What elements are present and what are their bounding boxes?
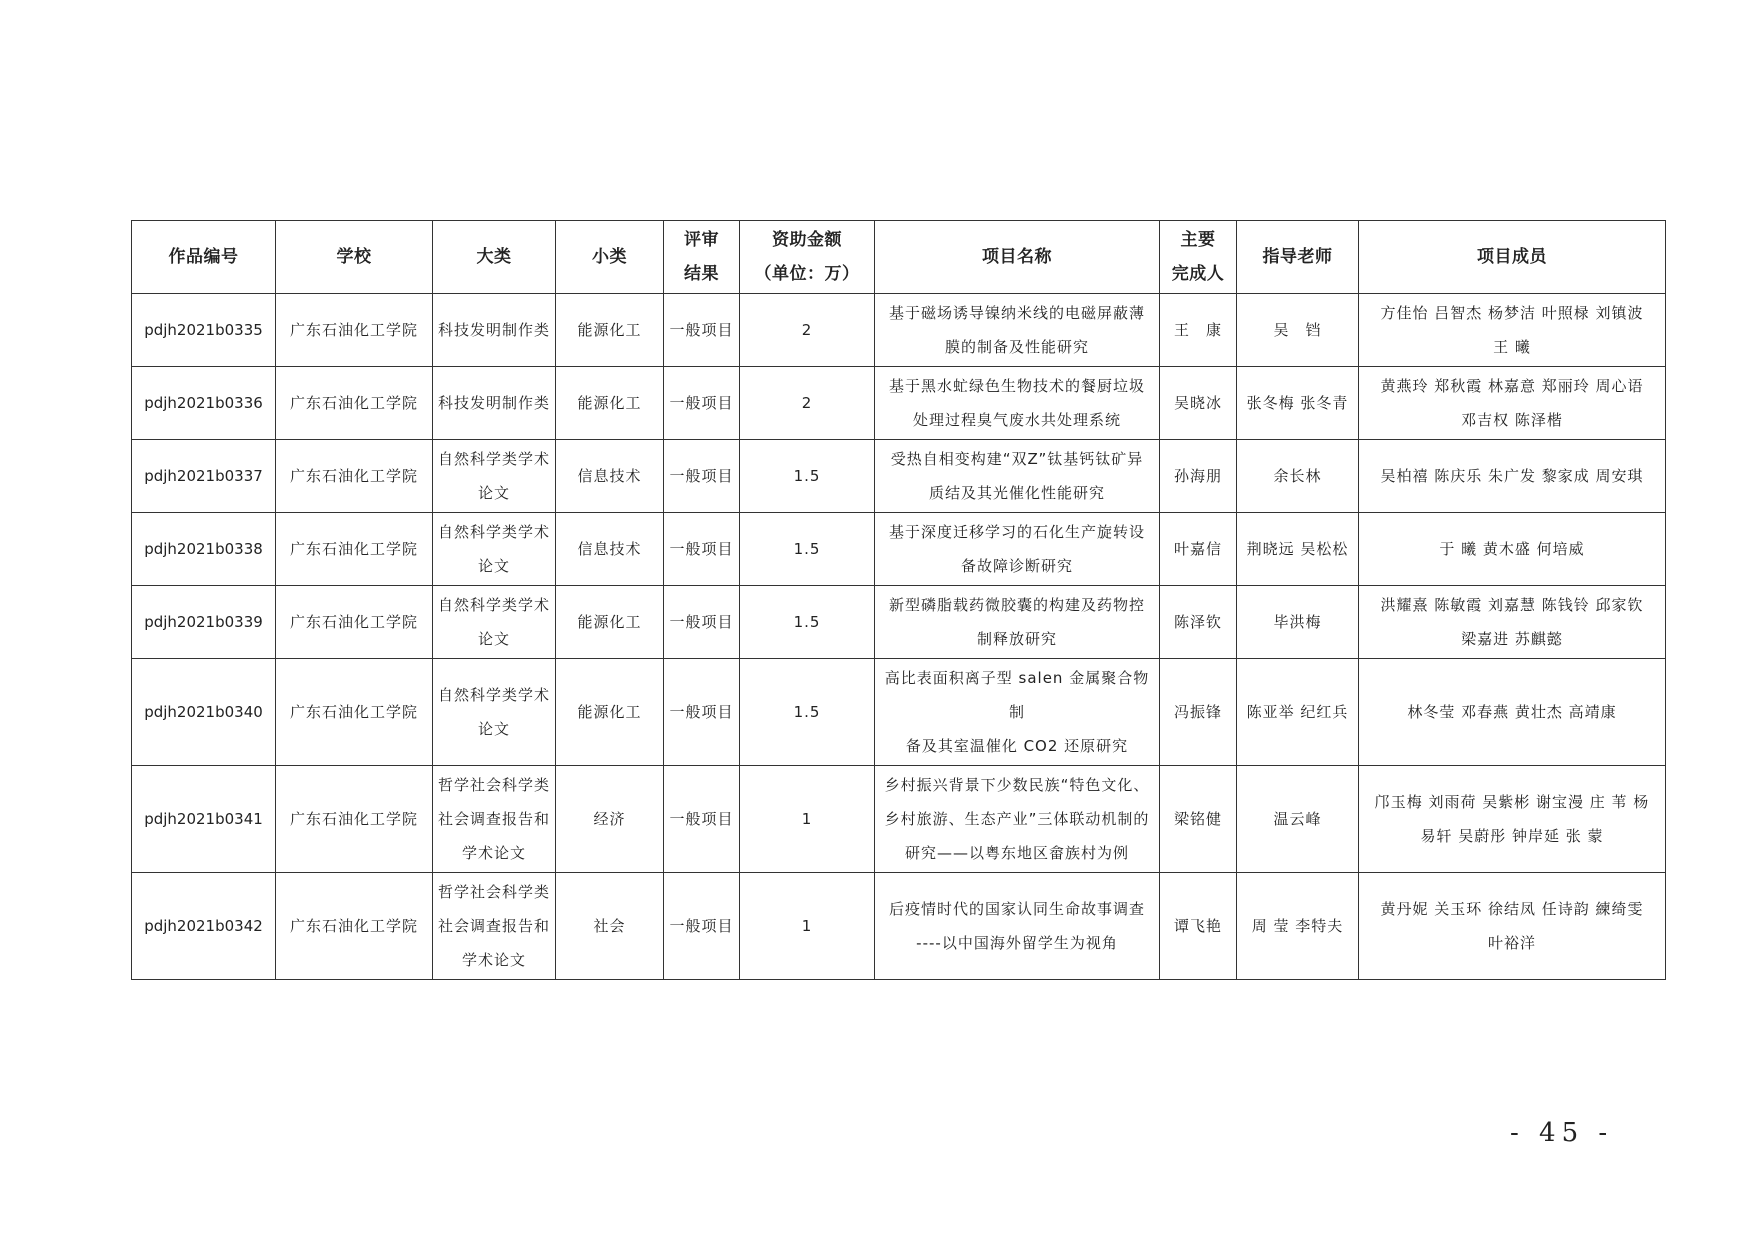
header-lead: [1160, 221, 1237, 294]
cell-code: pdjh2021b0336: [132, 367, 276, 440]
table-row: [132, 367, 1666, 440]
text-line: 林冬莹 邓春燕 黄壮杰 高靖康: [1407, 703, 1617, 721]
text-line: 后疫情时代的国家认同生命故事调查: [888, 900, 1145, 918]
cell-lead: [1160, 440, 1237, 513]
text-line: 陈泽钦: [1173, 613, 1222, 631]
cell-school: 广东石油化工学院: [276, 367, 433, 440]
cell-review-result: 一般项目: [664, 659, 740, 766]
text-line: 社会调查报告和: [437, 810, 550, 828]
cell-category: [433, 586, 556, 659]
cell-category: [433, 513, 556, 586]
text-line: 黄丹妮 关玉环 徐结凤 任诗韵 練绮雯: [1380, 900, 1644, 918]
cell-members: [1359, 586, 1666, 659]
text-line: 膜的制备及性能研究: [944, 338, 1089, 356]
cell-subcategory: 能源化工: [556, 586, 664, 659]
text-line: 备故障诊断研究: [960, 557, 1073, 575]
text-line: （单位：万）: [754, 264, 860, 284]
text-line: 结果: [684, 264, 719, 284]
cell-review-result: 一般项目: [664, 440, 740, 513]
text-line: 邓吉权 陈泽楷: [1461, 411, 1563, 429]
cell-subcategory: 经济: [556, 766, 664, 873]
cell-funding-amount: 1.5: [740, 440, 875, 513]
cell-advisor: [1237, 873, 1359, 980]
header-review: [664, 221, 740, 294]
cell-code: pdjh2021b0335: [132, 294, 276, 367]
text-line: 温云峰: [1273, 810, 1322, 828]
header-advisor: [1237, 221, 1359, 294]
text-line: 受热自相变构建“双Z”钛基钙钛矿异: [890, 450, 1144, 468]
cell-review-result: 一般项目: [664, 367, 740, 440]
text-line: 荆晓远 吴松松: [1246, 540, 1349, 558]
cell-project-name: [875, 513, 1160, 586]
text-line: 自然科学类学术: [437, 523, 550, 541]
text-line: 毕洪梅: [1273, 613, 1322, 631]
table-row: [132, 586, 1666, 659]
cell-school: 广东石油化工学院: [276, 294, 433, 367]
cell-code: pdjh2021b0338: [132, 513, 276, 586]
cell-code: pdjh2021b0340: [132, 659, 276, 766]
text-line: 陈亚举 纪红兵: [1246, 703, 1349, 721]
cell-project-name: [875, 367, 1160, 440]
table-row: [132, 659, 1666, 766]
text-line: 论文: [477, 630, 510, 648]
cell-advisor: [1237, 513, 1359, 586]
header-row: [132, 221, 1666, 294]
text-line: 周 莹 李特夫: [1251, 917, 1344, 935]
table-row: [132, 513, 1666, 586]
cell-code: pdjh2021b0339: [132, 586, 276, 659]
cell-school: 广东石油化工学院: [276, 659, 433, 766]
text-line: 科技发明制作类: [437, 394, 550, 412]
cell-review-result: 一般项目: [664, 766, 740, 873]
text-line: 基于深度迁移学习的石化生产旋转设: [888, 523, 1145, 541]
cell-lead: [1160, 873, 1237, 980]
text-line: ----以中国海外留学生为视角: [916, 934, 1118, 952]
table-row: [132, 873, 1666, 980]
text-line: 社会调查报告和: [437, 917, 550, 935]
text-line: 叶嘉信: [1173, 540, 1222, 558]
cell-lead: [1160, 294, 1237, 367]
text-line: 评审: [684, 230, 719, 250]
text-line: 梁铭健: [1173, 810, 1222, 828]
cell-project-name: [875, 659, 1160, 766]
table-body: [132, 294, 1666, 980]
text-line: 洪耀熹 陈敏霞 刘嘉慧 陈钱铃 邱家钦: [1380, 596, 1644, 614]
cell-members: [1359, 659, 1666, 766]
cell-review-result: 一般项目: [664, 586, 740, 659]
page-number: - 45 -: [1510, 1118, 1614, 1148]
text-line: 吴 铛: [1273, 321, 1322, 339]
cell-category: [433, 367, 556, 440]
text-line: 论文: [477, 484, 510, 502]
cell-subcategory: 社会: [556, 873, 664, 980]
text-line: 吴柏禧 陈庆乐 朱广发 黎家成 周安琪: [1380, 467, 1644, 485]
cell-project-name: [875, 294, 1160, 367]
text-line: 谭飞艳: [1173, 917, 1222, 935]
text-line: 制释放研究: [976, 630, 1057, 648]
text-line: 孙海朋: [1173, 467, 1222, 485]
text-line: 基于磁场诱导镍纳米线的电磁屏蔽薄: [888, 304, 1145, 322]
table-row: [132, 294, 1666, 367]
text-line: 新型磷脂载药微胶囊的构建及药物控: [888, 596, 1145, 614]
cell-funding-amount: 1.5: [740, 513, 875, 586]
text-line: 基于黑水虻绿色生物技术的餐厨垃圾: [888, 377, 1145, 395]
text-line: 王 曦: [1493, 338, 1531, 356]
table-row: [132, 766, 1666, 873]
text-line: 质结及其光催化性能研究: [928, 484, 1105, 502]
table-row: [132, 440, 1666, 513]
text-line: 梁嘉进 苏麒懿: [1461, 630, 1563, 648]
cell-advisor: [1237, 440, 1359, 513]
cell-category: [433, 766, 556, 873]
cell-funding-amount: 2: [740, 367, 875, 440]
text-line: 邝玉梅 刘雨荷 吴紫彬 谢宝漫 庄 苇 杨: [1374, 793, 1650, 811]
text-line: 余长林: [1273, 467, 1322, 485]
header-amount: [740, 221, 875, 294]
cell-funding-amount: 1.5: [740, 586, 875, 659]
text-line: 自然科学类学术: [437, 686, 550, 704]
text-line: 项目名称: [982, 247, 1052, 267]
text-line: 哲学社会科学类: [437, 883, 550, 901]
cell-project-name: [875, 586, 1160, 659]
text-line: 科技发明制作类: [437, 321, 550, 339]
cell-advisor: [1237, 766, 1359, 873]
cell-lead: [1160, 659, 1237, 766]
header-category: [433, 221, 556, 294]
text-line: 指导老师: [1262, 247, 1333, 267]
text-line: 大类: [476, 247, 512, 267]
project-table: [131, 220, 1666, 980]
text-line: 高比表面积离子型 salen 金属聚合物制: [884, 669, 1150, 721]
cell-advisor: [1237, 586, 1359, 659]
cell-lead: [1160, 766, 1237, 873]
text-line: 主要: [1180, 230, 1216, 250]
cell-code: pdjh2021b0342: [132, 873, 276, 980]
cell-category: [433, 440, 556, 513]
cell-members: [1359, 440, 1666, 513]
cell-members: [1359, 766, 1666, 873]
text-line: 冯振锋: [1173, 703, 1222, 721]
text-line: 黄燕玲 郑秋霞 林嘉意 郑丽玲 周心语: [1380, 377, 1644, 395]
cell-advisor: [1237, 367, 1359, 440]
text-line: 资助金额: [772, 230, 842, 250]
text-line: 吴晓冰: [1173, 394, 1222, 412]
cell-category: [433, 873, 556, 980]
cell-funding-amount: 1.5: [740, 659, 875, 766]
cell-subcategory: 能源化工: [556, 659, 664, 766]
cell-members: [1359, 367, 1666, 440]
cell-school: 广东石油化工学院: [276, 440, 433, 513]
cell-subcategory: 信息技术: [556, 513, 664, 586]
cell-advisor: [1237, 294, 1359, 367]
cell-members: [1359, 873, 1666, 980]
text-line: 叶裕洋: [1487, 934, 1536, 952]
cell-code: pdjh2021b0337: [132, 440, 276, 513]
text-line: 于 曦 黄木盛 何培威: [1439, 540, 1585, 558]
text-line: 论文: [477, 557, 510, 575]
text-line: 学术论文: [461, 951, 526, 969]
cell-members: [1359, 513, 1666, 586]
cell-review-result: 一般项目: [664, 294, 740, 367]
cell-project-name: [875, 440, 1160, 513]
cell-school: 广东石油化工学院: [276, 873, 433, 980]
text-line: 乡村振兴背景下少数民族“特色文化、: [884, 776, 1150, 794]
cell-subcategory: 能源化工: [556, 367, 664, 440]
cell-school: 广东石油化工学院: [276, 766, 433, 873]
text-line: 处理过程臭气废水共处理系统: [912, 411, 1121, 429]
text-line: 学术论文: [461, 844, 526, 862]
cell-funding-amount: 1: [740, 766, 875, 873]
cell-code: pdjh2021b0341: [132, 766, 276, 873]
cell-review-result: 一般项目: [664, 513, 740, 586]
text-line: 方佳怡 吕智杰 杨梦洁 叶照椂 刘镇波: [1380, 304, 1644, 322]
header-project: [875, 221, 1160, 294]
cell-category: [433, 294, 556, 367]
cell-review-result: 一般项目: [664, 873, 740, 980]
text-line: 自然科学类学术: [437, 596, 550, 614]
cell-subcategory: 信息技术: [556, 440, 664, 513]
cell-project-name: [875, 873, 1160, 980]
cell-category: [433, 659, 556, 766]
text-line: 易轩 吴蔚彤 钟岸延 张 蒙: [1420, 827, 1604, 845]
header-members: [1359, 221, 1666, 294]
text-line: 王 康: [1173, 321, 1222, 339]
header-code: 作品编号: [132, 221, 276, 294]
cell-lead: [1160, 586, 1237, 659]
text-line: 完成人: [1171, 264, 1225, 284]
text-line: 研究——以粤东地区畲族村为例: [904, 844, 1129, 862]
cell-funding-amount: 2: [740, 294, 875, 367]
cell-funding-amount: 1: [740, 873, 875, 980]
cell-lead: [1160, 513, 1237, 586]
text-line: 自然科学类学术: [437, 450, 550, 468]
text-line: 张冬梅 张冬青: [1246, 394, 1349, 412]
cell-school: 广东石油化工学院: [276, 586, 433, 659]
header-school: 学校: [276, 221, 433, 294]
text-line: 论文: [477, 720, 510, 738]
cell-school: 广东石油化工学院: [276, 513, 433, 586]
cell-lead: [1160, 367, 1237, 440]
text-line: 备及其室温催化 CO2 还原研究: [905, 737, 1129, 755]
cell-project-name: [875, 766, 1160, 873]
header-subcategory: 小类: [556, 221, 664, 294]
cell-advisor: [1237, 659, 1359, 766]
text-line: 项目成员: [1477, 247, 1547, 267]
cell-subcategory: 能源化工: [556, 294, 664, 367]
text-line: 乡村旅游、生态产业”三体联动机制的: [884, 810, 1150, 828]
text-line: 哲学社会科学类: [437, 776, 550, 794]
cell-members: [1359, 294, 1666, 367]
